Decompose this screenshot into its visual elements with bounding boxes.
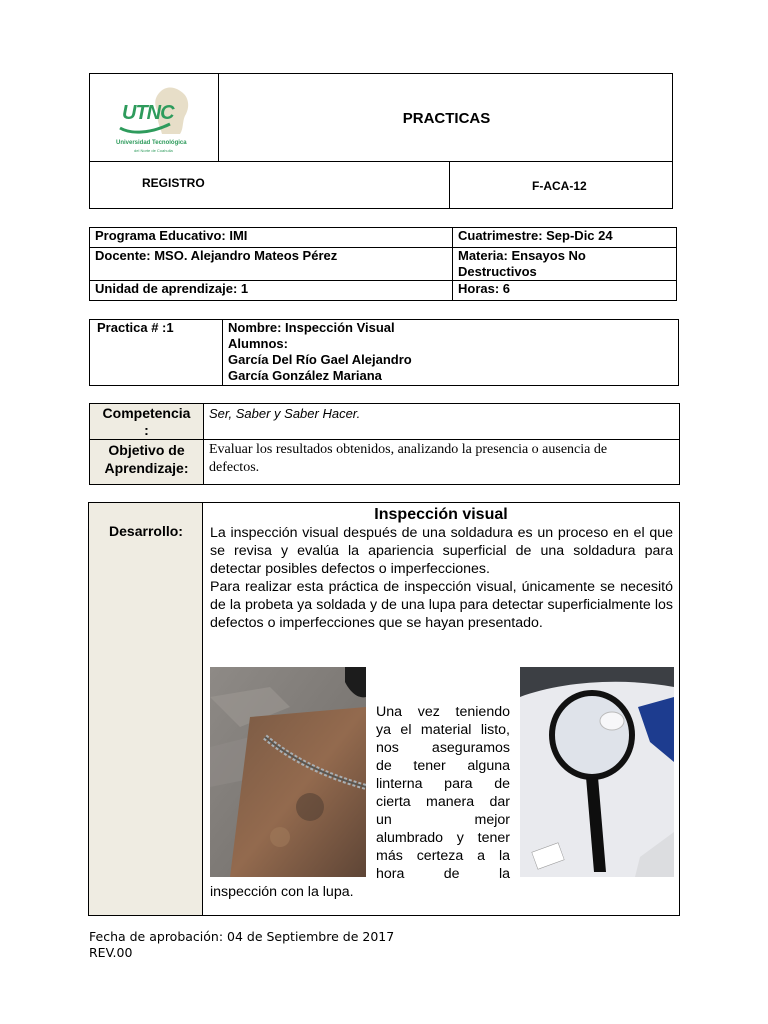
desarrollo-label-cell: [89, 503, 203, 915]
wrap-line: linterna para de: [376, 776, 510, 792]
desarrollo-paragraph-1: La inspección visual después de una soldadura es un proceso en el que se revisa y evalúa la apariencia superficial de una soldadura para detectar posibles defectos o imperfecciones.: [210, 525, 673, 577]
header-divider: [90, 161, 672, 162]
desarrollo-heading: Inspección visual: [374, 506, 508, 523]
practica-details-cell: [223, 320, 679, 386]
competencia-label-cell: [90, 404, 204, 440]
wrap-line: un mejor: [376, 812, 510, 828]
practica-nombre: Nombre: Inspección Visual: [228, 320, 395, 335]
objetivo-value-1: Evaluar los resultados obtenidos, analizando la presencia o ausencia de: [209, 442, 608, 457]
objetivo-value-cell: [204, 440, 680, 485]
desarrollo-content: [203, 503, 679, 915]
competencia-value: Ser, Saber y Saber Hacer.: [209, 406, 361, 421]
logo-subtitle-2: del Norte de Coahuila: [134, 148, 173, 153]
programa-text: Programa Educativo: IMI: [95, 228, 248, 243]
wrap-line: más certeza a la: [376, 848, 510, 864]
desarrollo-box: [88, 502, 680, 916]
horas-text: Horas: 6: [458, 281, 511, 296]
unidad-cell: [90, 281, 453, 301]
wrap-line: de tener alguna: [376, 758, 510, 774]
desarrollo-paragraph-2: Para realizar esta práctica de inspección visual, únicamente se necesitó de la probeta ya soldada y de una lupa para detectar superficialmente los defectos o imperfecciones que se hayan presentado.: [210, 579, 673, 631]
wrap-line: ya el material listo,: [376, 722, 510, 738]
wrap-line: cierta manera dar: [376, 794, 510, 810]
revision: REV.00: [89, 945, 133, 960]
wrap-line: hora de la: [376, 866, 510, 882]
docente-cell: [90, 248, 453, 281]
desarrollo-paragraph-3-end: inspección con la lupa.: [210, 884, 354, 900]
objetivo-label-1: Objetivo de: [108, 442, 185, 458]
alumno-1: García Del Río Gael Alejandro: [228, 352, 412, 367]
info-table: [89, 227, 677, 301]
alumno-2: García González Mariana: [228, 368, 382, 383]
cuatrimestre-text: Cuatrimestre: Sep-Dic 24: [458, 228, 613, 243]
objetivo-value-2: defectos.: [209, 460, 260, 475]
objetivo-label-cell: [90, 440, 204, 485]
competencia-label-2: :: [144, 422, 149, 438]
competencia-value-cell: [204, 404, 680, 440]
practica-number: Practica # :1: [97, 320, 174, 335]
logo-text: UTNC: [122, 102, 174, 124]
programa-cell: [90, 228, 453, 248]
wrap-line: nos aseguramos: [376, 740, 510, 756]
header-vdivider: [449, 161, 450, 209]
cuatrimestre-cell: [453, 228, 677, 248]
desarrollo-paragraph-3: [376, 703, 510, 883]
alumnos-label: Alumnos:: [228, 336, 288, 351]
objetivo-label-2: Aprendizaje:: [104, 460, 189, 476]
practica-number-cell: [90, 320, 223, 386]
materia-text-1: Materia: Ensayos No: [458, 248, 586, 263]
competencia-label-1: Competencia: [102, 405, 191, 421]
document-code: F-ACA-12: [532, 179, 587, 193]
docente-text: Docente: MSO. Alejandro Mateos Pérez: [95, 248, 338, 263]
practica-table: [89, 319, 679, 386]
desarrollo-label: Desarrollo:: [109, 523, 183, 539]
page-title: PRACTICAS: [402, 110, 491, 127]
registro-label: REGISTRO: [142, 176, 205, 190]
unidad-text: Unidad de aprendizaje: 1: [95, 281, 249, 296]
logo-cell: [90, 74, 219, 161]
magnifying-glass-photo: [520, 667, 674, 877]
materia-cell: [453, 248, 677, 281]
welded-plate-photo: [210, 667, 366, 877]
competencia-table: [89, 403, 680, 485]
header-box: [89, 73, 673, 209]
logo-subtitle-1: Universidad Tecnológica: [116, 140, 187, 146]
approval-date: Fecha de aprobación: 04 de Septiembre de 2017: [89, 929, 395, 944]
wrap-line: alumbrado y tener: [376, 830, 510, 846]
materia-text-2: Destructivos: [458, 264, 537, 279]
horas-cell: [453, 281, 677, 301]
wrap-line: Una vez teniendo: [376, 704, 510, 720]
